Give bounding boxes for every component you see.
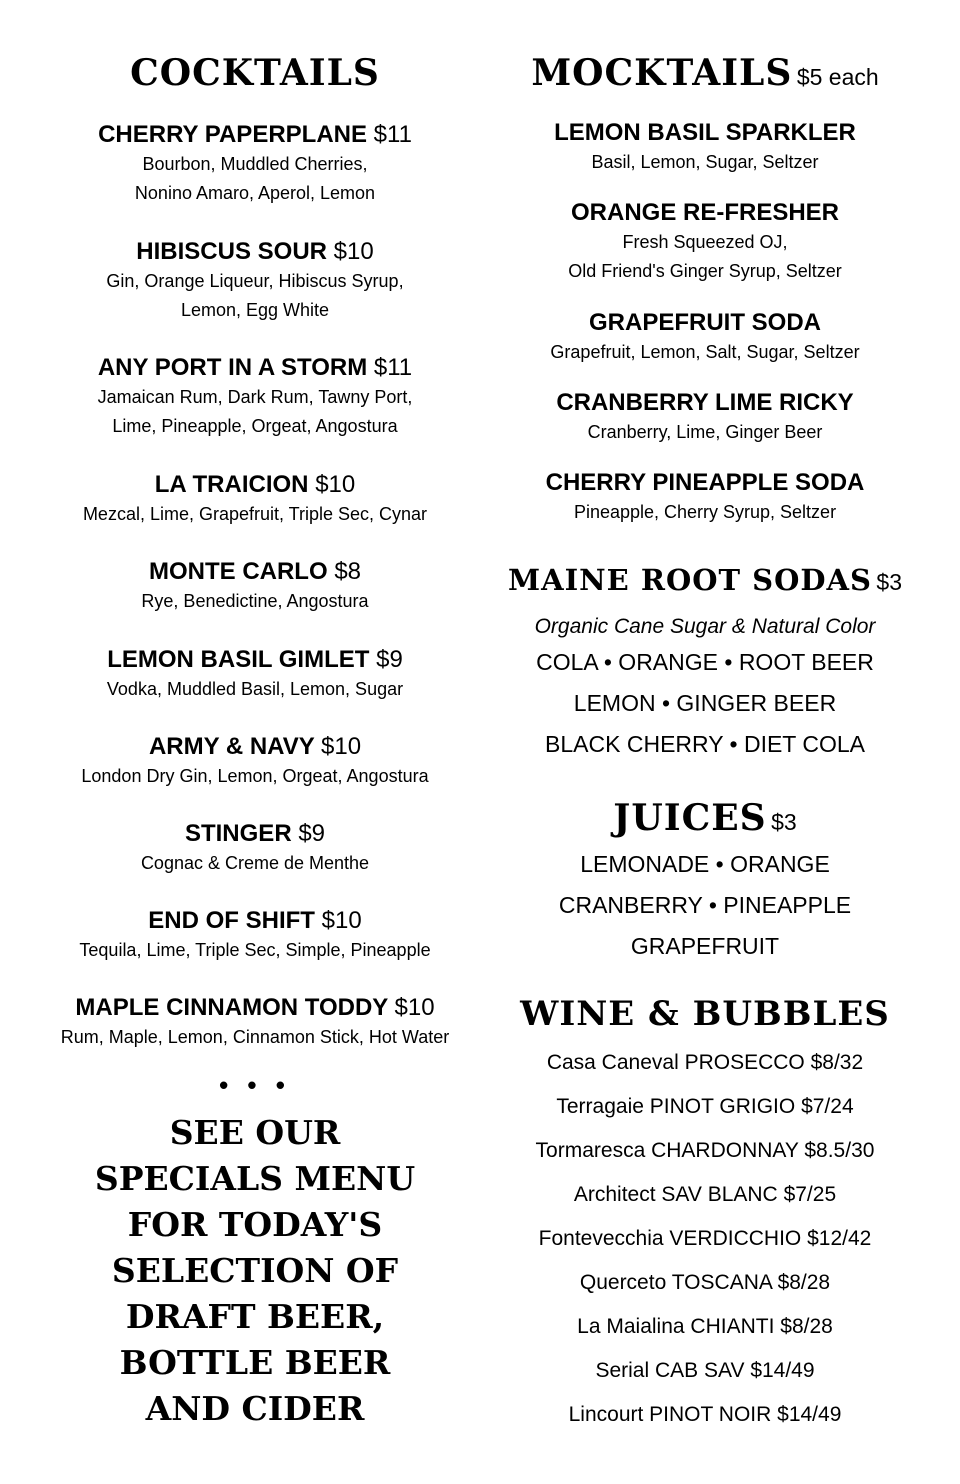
- cocktail-name: HIBISCUS SOUR: [136, 238, 327, 265]
- mocktail-desc: Old Friend's Ginger Syrup, Seltzer: [568, 261, 842, 281]
- cocktail-price: $10: [321, 907, 362, 934]
- cocktail-desc: London Dry Gin, Lemon, Orgeat, Angostura: [81, 766, 429, 786]
- mocktail-desc: Basil, Lemon, Sugar, Seltzer: [591, 152, 819, 172]
- cocktail-price: $11: [373, 354, 413, 381]
- cocktail-price: $10: [315, 471, 356, 498]
- cocktail-name: ANY PORT IN A STORM: [97, 354, 368, 381]
- cocktail-price: $9: [298, 820, 326, 847]
- wine-type: PINOT NOIR: [649, 1403, 772, 1426]
- sodas-note: Organic Cane Sugar & Natural Color: [534, 615, 876, 638]
- wine-price: $8/32: [810, 1051, 864, 1074]
- specials-line: BOTTLE BEER: [119, 1343, 391, 1382]
- wine-producer: Serial: [595, 1359, 650, 1382]
- wine-type: CHARDONNAY: [651, 1139, 799, 1162]
- wine-price: $7/24: [801, 1095, 854, 1118]
- cocktail-name: STINGER: [184, 820, 292, 847]
- cocktail-item: [30, 819, 480, 878]
- specials-line: FOR TODAY'S: [127, 1205, 383, 1244]
- sodas-list: [480, 612, 930, 765]
- wine-price: $14/49: [750, 1359, 815, 1382]
- mocktail-desc: Fresh Squeezed OJ,: [622, 232, 788, 252]
- sodas-heading: [480, 563, 930, 597]
- cocktail-name: LA TRAICION: [154, 471, 309, 498]
- wine-price: $14/49: [777, 1403, 842, 1426]
- sodas-line: COLA • ORANGE • ROOT BEER: [536, 649, 874, 675]
- wine-item: [480, 1085, 930, 1129]
- wine-title: WINE & BUBBLES: [520, 994, 890, 1034]
- separator-dots: • • •: [219, 1070, 291, 1100]
- cocktail-desc: Tequila, Lime, Triple Sec, Simple, Pineapple: [79, 940, 431, 960]
- cocktail-desc: Nonino Amaro, Aperol, Lemon: [134, 183, 376, 203]
- cocktail-price: $11: [373, 121, 412, 148]
- wine-producer: Architect: [573, 1183, 656, 1206]
- mocktails-heading: [480, 52, 930, 94]
- cocktail-desc: Lime, Pineapple, Orgeat, Angostura: [112, 416, 398, 436]
- cocktail-desc: Cognac & Creme de Menthe: [140, 853, 370, 873]
- cocktail-desc: Bourbon, Muddled Cherries,: [142, 154, 368, 174]
- wine-price: $8/28: [780, 1315, 833, 1338]
- wine-type: CHIANTI: [690, 1315, 775, 1338]
- juices-line: GRAPEFRUIT: [630, 933, 780, 959]
- cocktail-price: $10: [394, 994, 435, 1021]
- mocktail-name: ORANGE RE-FRESHER: [570, 199, 840, 226]
- sodas-title: MAINE ROOT SODAS: [507, 563, 872, 597]
- wine-item: [480, 1041, 930, 1085]
- juices-heading: [480, 797, 930, 839]
- wine-item: [480, 1349, 930, 1393]
- juices-price: $3: [771, 809, 797, 835]
- cocktail-item: [30, 906, 480, 965]
- wine-type: PROSECCO: [684, 1051, 805, 1074]
- cocktail-name: ARMY & NAVY: [148, 733, 315, 760]
- wine-price: $8/28: [777, 1271, 831, 1294]
- specials-line: DRAFT BEER,: [125, 1297, 385, 1336]
- wine-producer: Terragaie: [556, 1095, 644, 1118]
- cocktail-item: [30, 470, 480, 529]
- juices-list: [480, 844, 930, 967]
- wine-type: TOSCANA: [671, 1271, 772, 1294]
- specials-line: AND CIDER: [145, 1389, 365, 1428]
- mocktail-item: [480, 388, 930, 447]
- cocktail-desc: Lemon, Egg White: [180, 300, 330, 320]
- mocktail-item: [480, 308, 930, 367]
- wine-price: $7/25: [783, 1183, 837, 1206]
- juices-line: CRANBERRY • PINEAPPLE: [558, 892, 852, 918]
- specials-line: SEE OUR: [169, 1113, 341, 1152]
- mocktails-price: $5 each: [796, 64, 879, 90]
- mocktail-item: [480, 198, 930, 286]
- wine-producer: Casa Caneval: [546, 1051, 679, 1074]
- specials-line: SPECIALS MENU: [94, 1159, 416, 1198]
- wine-type: SAV BLANC: [661, 1183, 778, 1206]
- wine-type: VERDICCHIO: [669, 1227, 802, 1250]
- wine-item: [480, 1217, 930, 1261]
- juices-line: LEMONADE • ORANGE: [580, 851, 830, 877]
- sodas-line: BLACK CHERRY • DIET COLA: [545, 731, 865, 757]
- cocktail-desc: Rum, Maple, Lemon, Cinnamon Stick, Hot Water: [60, 1027, 450, 1047]
- cocktail-desc: Jamaican Rum, Dark Rum, Tawny Port,: [97, 387, 413, 407]
- cocktail-desc: Gin, Orange Liqueur, Hibiscus Syrup,: [106, 271, 404, 291]
- wine-heading: [480, 994, 930, 1034]
- wine-item: [480, 1261, 930, 1305]
- mocktail-name: GRAPEFRUIT SODA: [588, 309, 821, 336]
- cocktail-name: LEMON BASIL GIMLET: [107, 646, 370, 673]
- cocktail-desc: Vodka, Muddled Basil, Lemon, Sugar: [106, 679, 404, 699]
- cocktail-item: [30, 557, 480, 616]
- cocktail-price: $9: [376, 646, 403, 673]
- cocktail-name: END OF SHIFT: [148, 907, 315, 934]
- cocktails-title: COCKTAILS: [130, 52, 380, 94]
- cocktail-item: [30, 120, 480, 208]
- wine-item: [480, 1393, 930, 1437]
- cocktail-item: [30, 645, 480, 704]
- cocktail-desc: Rye, Benedictine, Angostura: [141, 591, 369, 611]
- specials-notice: [30, 1110, 480, 1432]
- cocktail-item: [30, 993, 480, 1052]
- cocktail-desc: Mezcal, Lime, Grapefruit, Triple Sec, Cynar: [82, 504, 428, 524]
- cocktail-price: $8: [334, 558, 362, 585]
- cocktails-heading: [30, 52, 480, 94]
- mocktail-desc: Pineapple, Cherry Syrup, Seltzer: [573, 502, 837, 522]
- juices-title: JUICES: [613, 797, 767, 839]
- wine-type: PINOT GRIGIO: [649, 1095, 796, 1118]
- wine-list: [480, 1041, 930, 1437]
- cocktail-item: [30, 732, 480, 791]
- mocktail-name: LEMON BASIL SPARKLER: [554, 119, 856, 146]
- wine-price: $12/42: [807, 1227, 872, 1250]
- mocktail-name: CHERRY PINEAPPLE SODA: [545, 469, 865, 496]
- cocktail-name: CHERRY PAPERPLANE: [98, 121, 367, 148]
- cocktail-name: MONTE CARLO: [148, 558, 328, 585]
- cocktail-price: $10: [333, 238, 374, 265]
- wine-price: $8.5/30: [804, 1139, 875, 1162]
- wine-producer: Querceto: [579, 1271, 667, 1294]
- mocktail-desc: Grapefruit, Lemon, Salt, Sugar, Seltzer: [550, 342, 860, 362]
- wine-producer: Fontevecchia: [538, 1227, 664, 1250]
- wine-producer: Tormaresca: [535, 1139, 646, 1162]
- cocktail-item: [30, 353, 480, 441]
- wine-item: [480, 1129, 930, 1173]
- mocktails-title: MOCKTAILS: [531, 52, 793, 94]
- cocktail-name: MAPLE CINNAMON TODDY: [75, 994, 388, 1021]
- specials-line: SELECTION OF: [111, 1251, 399, 1290]
- wine-type: CAB SAV: [654, 1359, 745, 1382]
- sodas-price: $3: [876, 569, 903, 595]
- cocktail-price: $10: [321, 733, 362, 760]
- mocktail-desc: Cranberry, Lime, Ginger Beer: [587, 422, 823, 442]
- mocktail-item: [480, 468, 930, 527]
- wine-item: [480, 1305, 930, 1349]
- mocktail-item: [480, 118, 930, 177]
- cocktail-item: [30, 237, 480, 325]
- wine-producer: La Maialina: [577, 1315, 685, 1338]
- sodas-line: LEMON • GINGER BEER: [573, 690, 837, 716]
- wine-item: [480, 1173, 930, 1217]
- wine-producer: Lincourt: [568, 1403, 644, 1426]
- mocktail-name: CRANBERRY LIME RICKY: [556, 389, 854, 416]
